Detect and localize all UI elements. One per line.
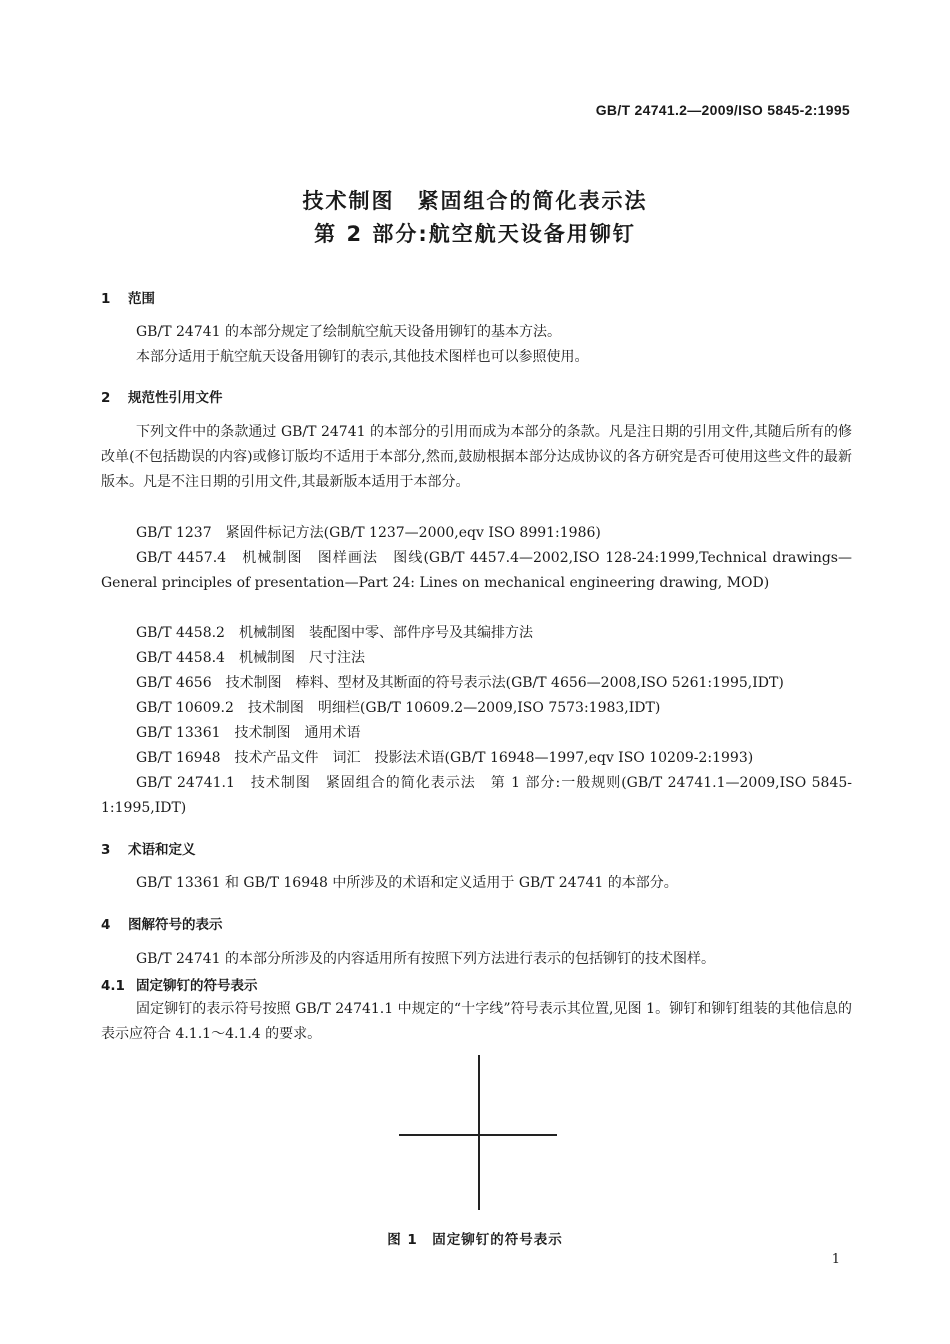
reference-item: GB/T 13361 技术制图 通用术语 [136,725,361,741]
subsection-number: 4.1 [101,978,125,994]
document-title-line1: 技术制图 紧固组合的简化表示法 [302,189,648,213]
section-number: 3 [101,842,111,858]
reference-item: GB/T 1237 紧固件标记方法(GB/T 1237—2000,eqv ISO 8991:1986) [136,525,601,541]
section-4-paragraph: GB/T 24741 的本部分所涉及的内容适用所有按照下列方法进行表示的包括铆钉的技术图样。 [136,951,715,967]
standard-code: GB/T 24741.2—2009/ISO 5845-2:1995 [595,102,850,118]
section-title: 术语和定义 [128,842,196,858]
document-title-line2: 第 2 部分:航空航天设备用铆钉 [314,222,636,246]
rivet-cross-symbol-vertical-line [478,1055,480,1210]
section-3-paragraph: GB/T 13361 和 GB/T 16948 中所涉及的术语和定义适用于 GB/T 24741 的本部分。 [136,875,678,891]
section-1-paragraph-1: GB/T 24741 的本部分规定了绘制航空航天设备用铆钉的基本方法。 [136,324,561,340]
page-number: 1 [831,1252,840,1267]
reference-item: GB/T 24741.1 技术制图 紧固组合的简化表示法 第 1 部分:一般规则(GB/T 24741.1—2009,ISO 5845-1:1995,IDT) [101,775,852,816]
reference-item: GB/T 4457.4 机械制图 图样画法 图线(GB/T 4457.4—2002,ISO 128-24:1999,Technical drawings—General principles of presentation—Part 24: Lines on mechanical engineering drawing, MOD) [101,550,852,591]
reference-item: GB/T 4656 技术制图 棒料、型材及其断面的符号表示法(GB/T 4656—2008,ISO 5261:1995,IDT) [136,675,784,691]
subsection-4-1-paragraph: 固定铆钉的表示符号按照 GB/T 24741.1 中规定的“十字线”符号表示其位置,见图 1。铆钉和铆钉组装的其他信息的表示应符合 4.1.1～4.1.4 的要求。 [101,1001,852,1042]
section-number: 1 [101,291,111,307]
subsection-4-1-heading [101,974,258,994]
reference-item: GB/T 4458.2 机械制图 装配图中零、部件序号及其编排方法 [136,625,533,641]
section-2-heading [101,386,223,406]
figure-caption: 图 1 固定铆钉的符号表示 [387,1232,563,1248]
subsection-title: 固定铆钉的符号表示 [136,978,258,994]
section-title: 范围 [128,291,155,307]
section-number: 2 [101,390,111,406]
section-number: 4 [101,917,111,933]
section-title: 规范性引用文件 [128,390,223,406]
section-1-heading [101,287,155,307]
section-2-intro: 下列文件中的条款通过 GB/T 24741 的本部分的引用而成为本部分的条款。凡是注日期的引用文件,其随后所有的修改单(不包括勘误的内容)或修订版均不适用于本部分,然而,鼓励根据本部分达成协议的各方研究是否可使用这些文件的最新版本。凡是不注日期的引用文件,其最新版本适用于本部分。 [101,424,852,490]
section-3-heading [101,838,196,858]
section-title: 图解符号的表示 [128,917,223,933]
rivet-cross-symbol-horizontal-line [399,1134,557,1136]
reference-item: GB/T 4458.4 机械制图 尺寸注法 [136,650,365,666]
reference-item: GB/T 16948 技术产品文件 词汇 投影法术语(GB/T 16948—1997,eqv ISO 10209-2:1993) [136,750,754,766]
section-4-heading [101,913,223,933]
section-1-paragraph-2: 本部分适用于航空航天设备用铆钉的表示,其他技术图样也可以参照使用。 [136,349,589,365]
reference-item: GB/T 10609.2 技术制图 明细栏(GB/T 10609.2—2009,ISO 7573:1983,IDT) [136,700,661,716]
